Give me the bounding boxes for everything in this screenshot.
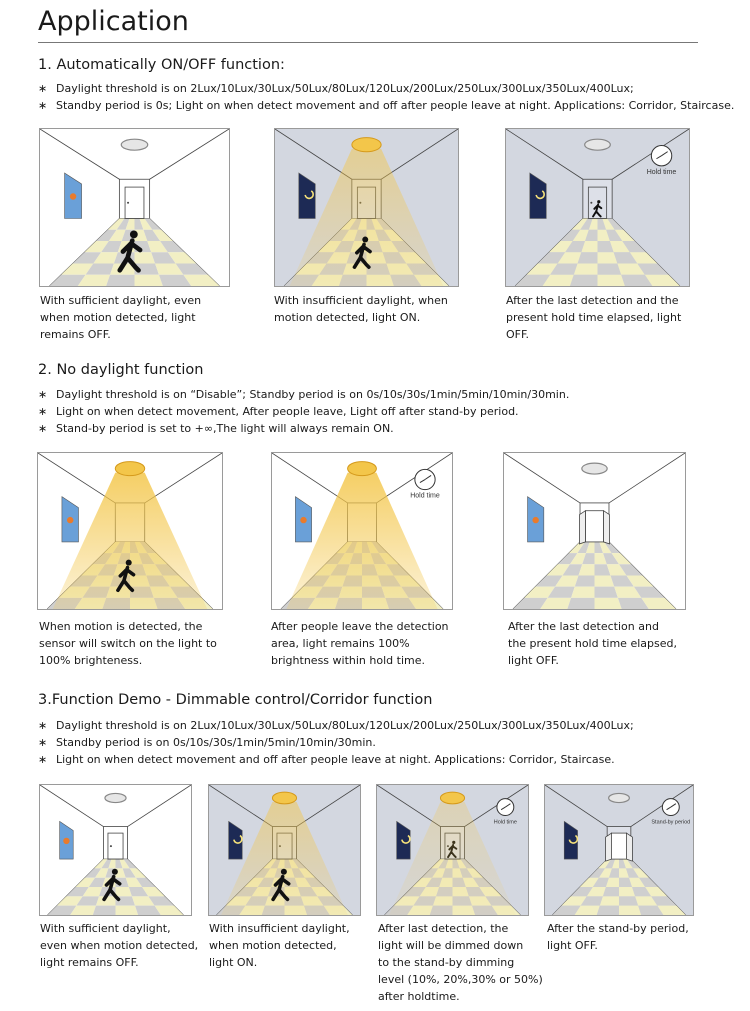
clock-label: Stand-by period — [651, 819, 691, 826]
scene-1-1 — [39, 128, 230, 287]
clock-icon — [662, 799, 679, 816]
scene-2-3 — [503, 452, 686, 610]
caption-3-1: With sufficient daylight, even when motion detected, light remains OFF. — [40, 922, 199, 969]
clock-icon — [415, 469, 435, 489]
caption-3-2: With insufficient daylight, when motion detected, light ON. — [209, 922, 350, 969]
caption-1-1: With sufficient daylight, even when motion detected, light remains OFF. — [40, 294, 202, 341]
section3-bullet-1: ∗ Daylight threshold is on 2Lux/10Lux/30Lux/50Lux/80Lux/120Lux/200Lux/250Lux/300Lux/350Lux/400Lux; — [38, 719, 634, 732]
scene-1-2 — [274, 128, 459, 287]
section3-heading: 3.Function Demo - Dimmable control/Corridor function — [38, 692, 433, 708]
section1-heading: 1. Automatically ON/OFF function: — [38, 57, 285, 73]
scene-3-1 — [39, 784, 192, 916]
caption-3-3: After last detection, the light will be dimmed down to the stand-by dimming level (10%, 20%,30% or 50%) after holdtime. — [378, 922, 543, 1003]
clock-label: Hold time — [410, 492, 440, 500]
section2-heading: 2. No daylight function — [38, 362, 204, 378]
caption-1-3: After the last detection and the present hold time elapsed, light OFF. — [506, 294, 682, 341]
caption-1-2: With insufficient daylight, when motion detected, light ON. — [274, 294, 448, 324]
scene-3-2 — [208, 784, 361, 916]
clock-icon — [651, 145, 671, 165]
title-underline — [38, 42, 698, 43]
section1-bullet-1: ∗ Daylight threshold is on 2Lux/10Lux/30Lux/50Lux/80Lux/120Lux/200Lux/250Lux/300Lux/350Lux/400Lux; — [38, 82, 634, 95]
section2-bullet-2: ∗ Light on when detect movement, After people leave, Light off after stand-by period. — [38, 405, 519, 418]
page-title: Application — [38, 6, 189, 37]
section2-bullet-1: ∗ Daylight threshold is on “Disable”; Standby period is on 0s/10s/30s/1min/5min/10min/30min. — [38, 388, 570, 401]
scene-3-4 — [544, 784, 694, 916]
clock-icon — [497, 799, 514, 816]
caption-2-2: After people leave the detection area, light remains 100% brightness within hold time. — [271, 620, 449, 667]
section2-bullet-3: ∗ Stand-by period is set to +∞,The light will always remain ON. — [38, 422, 394, 435]
scene-3-3 — [376, 784, 529, 916]
clock-label: Hold time — [493, 819, 517, 826]
caption-2-3: After the last detection and the present hold time elapsed, light OFF. — [508, 620, 677, 667]
caption-2-1: When motion is detected, the sensor will switch on the light to 100% brighteness. — [39, 620, 217, 667]
section3-bullet-3: ∗ Light on when detect movement and off after people leave at night. Applications: Corridor, Staircase. — [38, 753, 615, 766]
section3-bullet-2: ∗ Standby period is on 0s/10s/30s/1min/5min/10min/30min. — [38, 736, 376, 749]
clock-label: Hold time — [646, 168, 677, 176]
section1-bullet-2: ∗ Standby period is 0s; Light on when detect movement and off after people leave at night. Applications: Corridor, Staircase. — [38, 99, 735, 112]
scene-1-3 — [505, 128, 690, 287]
scene-2-1 — [37, 452, 223, 610]
caption-3-4: After the stand-by period, light OFF. — [547, 922, 689, 952]
scene-2-2 — [271, 452, 453, 610]
